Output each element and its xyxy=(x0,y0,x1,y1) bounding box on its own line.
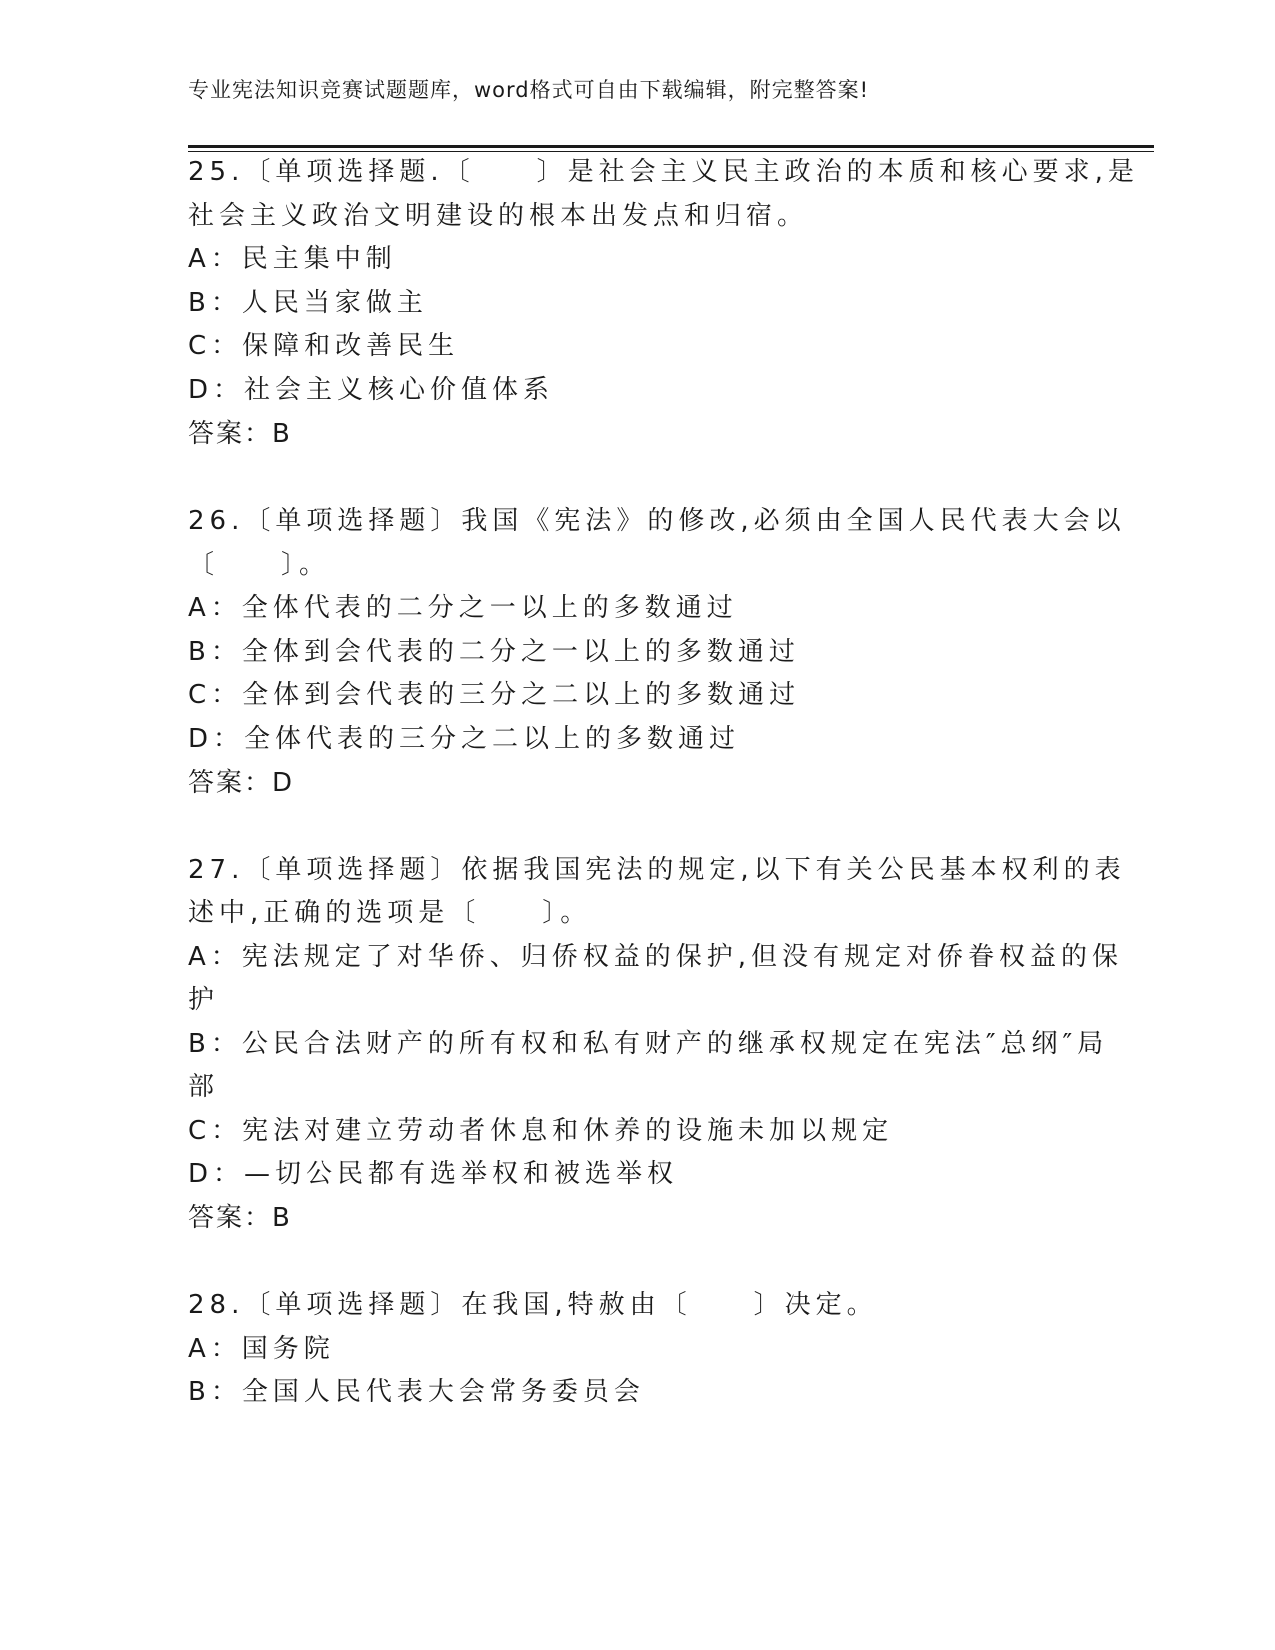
question-27-stem-line-1: 27.〔单项选择题〕依据我国宪法的规定,以下有关公民基本权利的表 xyxy=(188,855,1126,885)
question-25-option-d: D：社会主义核心价值体系 xyxy=(188,375,555,405)
header-rule-thick xyxy=(188,145,1154,148)
question-27-option-a-cont: 护 xyxy=(188,985,220,1015)
question-27-answer: 答案：B xyxy=(188,1203,292,1233)
question-26-option-a: A：全体代表的二分之一以上的多数通过 xyxy=(188,593,738,623)
question-26-answer: 答案：D xyxy=(188,768,295,798)
question-27-option-d: D：—切公民都有选举权和被选举权 xyxy=(188,1159,679,1189)
question-26-stem-line-1: 26.〔单项选择题〕我国《宪法》的修改,必须由全国人民代表大会以 xyxy=(188,506,1126,536)
page-header: 专业宪法知识竞赛试题题库，word格式可自由下载编辑，附完整答案! xyxy=(188,78,870,102)
question-25-answer: 答案：B xyxy=(188,419,292,449)
question-27-option-b: B：公民合法财产的所有权和私有财产的继承权规定在宪法″总纲″局 xyxy=(188,1029,1109,1059)
question-28-option-a: A：国务院 xyxy=(188,1334,335,1364)
question-27-option-c: C：宪法对建立劳动者休息和休养的设施未加以规定 xyxy=(188,1116,894,1146)
question-25-stem-line-1: 25.〔单项选择题.〔 〕是社会主义民主政治的本质和核心要求,是 xyxy=(188,157,1139,187)
question-25-option-b: B：人民当家做主 xyxy=(188,288,428,318)
question-28-stem-line-1: 28.〔单项选择题〕在我国,特赦由〔 〕决定。 xyxy=(188,1290,878,1320)
question-26-option-b: B：全体到会代表的二分之一以上的多数通过 xyxy=(188,637,800,667)
question-26-stem-line-2: 〔 〕。 xyxy=(188,550,331,580)
question-27-option-a: A：宪法规定了对华侨、归侨权益的保护,但没有规定对侨眷权益的保 xyxy=(188,942,1124,972)
question-25-stem-line-2: 社会主义政治文明建设的根本出发点和归宿。 xyxy=(188,201,809,231)
question-27-option-b-cont: 部 xyxy=(188,1072,220,1102)
question-28-option-b: B：全国人民代表大会常务委员会 xyxy=(188,1377,645,1407)
question-26-option-d: D：全体代表的三分之二以上的多数通过 xyxy=(188,724,741,754)
question-25-option-c: C：保障和改善民生 xyxy=(188,331,460,361)
header-rule-thin xyxy=(188,151,1154,152)
question-26-option-c: C：全体到会代表的三分之二以上的多数通过 xyxy=(188,680,801,710)
question-27-stem-line-2: 述中,正确的选项是〔 〕。 xyxy=(188,898,592,928)
question-25-option-a: A：民主集中制 xyxy=(188,244,397,274)
